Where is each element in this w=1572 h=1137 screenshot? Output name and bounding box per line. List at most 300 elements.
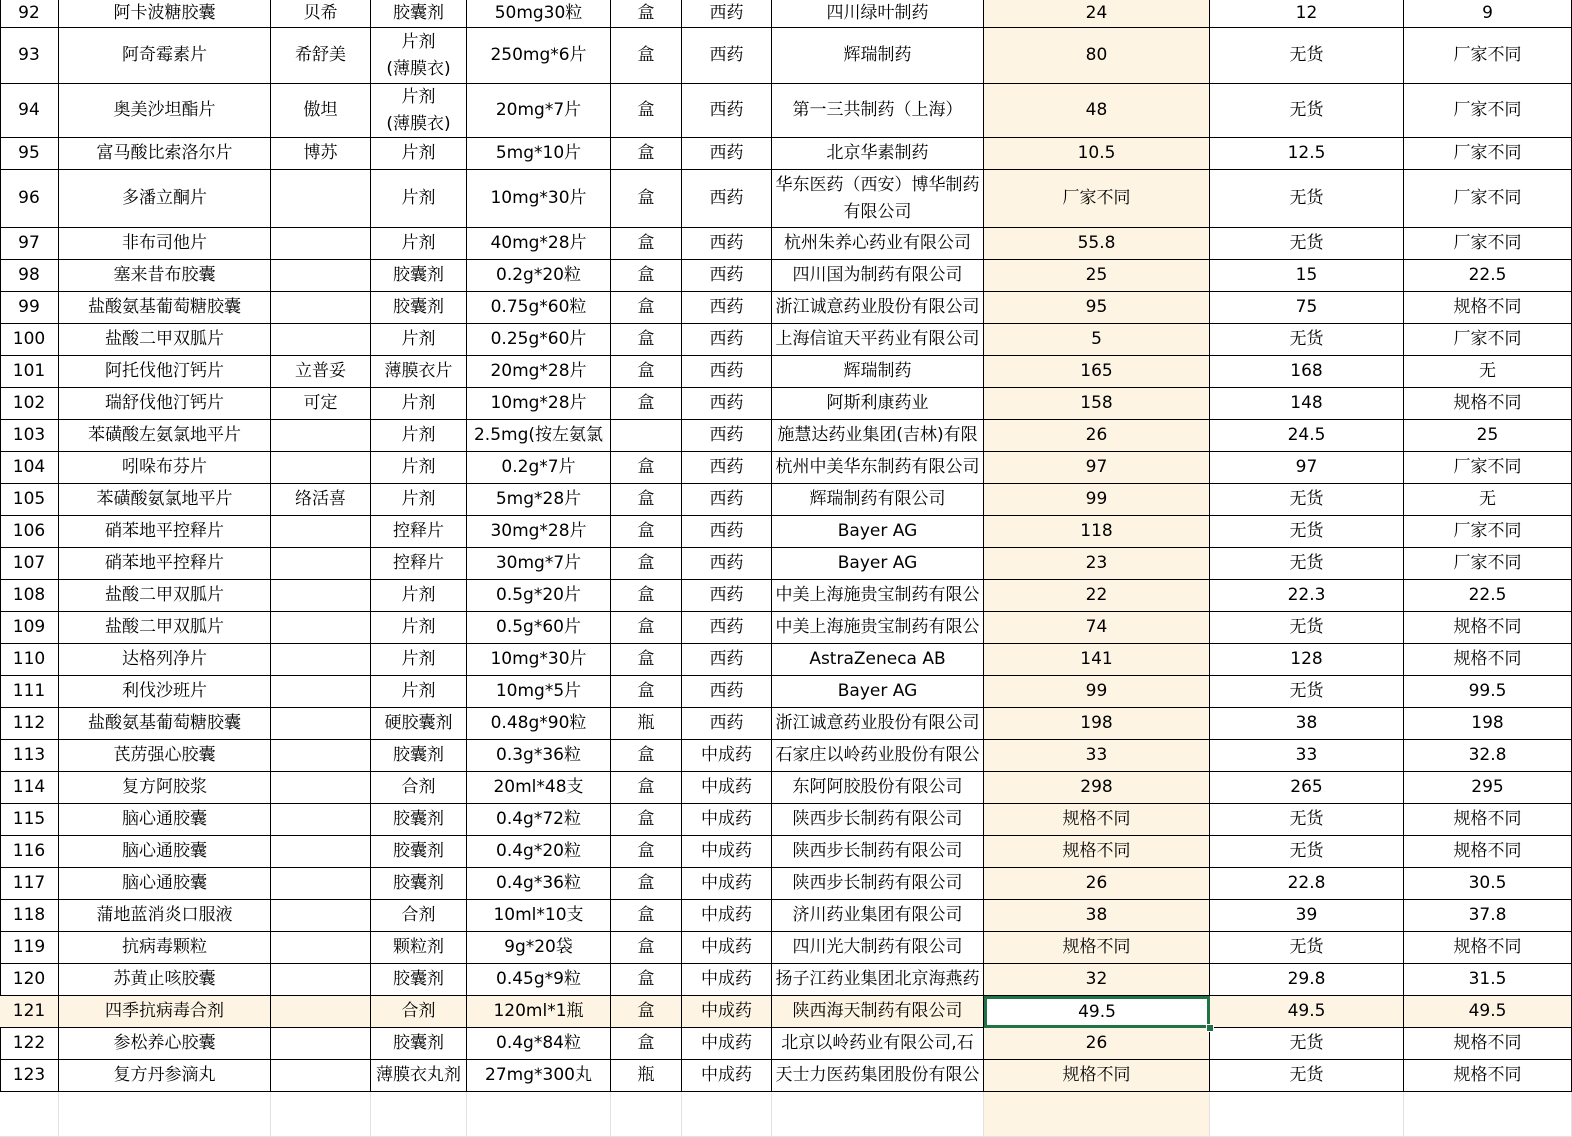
spec-cell[interactable]: 0.5g*20片 [467,580,611,612]
manufacturer-cell[interactable]: 陕西步长制药有限公司 [772,804,984,836]
unit-cell[interactable]: 盒 [611,868,682,900]
compare-price-2-cell[interactable]: 99.5 [1404,676,1572,708]
row-number-cell[interactable]: 112 [0,708,59,740]
brand-name-cell[interactable] [271,324,371,356]
drug-name-cell[interactable]: 四季抗病毒合剂 [59,996,271,1028]
unit-cell[interactable]: 盒 [611,516,682,548]
category-cell[interactable]: 西药 [682,138,772,170]
compare-price-1-cell[interactable]: 24.5 [1210,420,1404,452]
price-cell[interactable]: 99 [984,676,1210,708]
compare-price-1-cell[interactable]: 22.8 [1210,868,1404,900]
unit-cell[interactable]: 盒 [611,772,682,804]
price-cell[interactable]: 118 [984,516,1210,548]
drug-name-cell[interactable]: 盐酸二甲双胍片 [59,324,271,356]
compare-price-2-cell[interactable]: 32.8 [1404,740,1572,772]
brand-name-cell[interactable] [271,228,371,260]
row-number-cell[interactable]: 106 [0,516,59,548]
price-cell[interactable]: 10.5 [984,138,1210,170]
empty-cell[interactable] [59,1092,271,1137]
compare-price-2-cell[interactable]: 规格不同 [1404,388,1572,420]
category-cell[interactable]: 西药 [682,484,772,516]
drug-name-cell[interactable]: 瑞舒伐他汀钙片 [59,388,271,420]
manufacturer-cell[interactable]: 济川药业集团有限公司 [772,900,984,932]
spec-cell[interactable]: 10ml*10支 [467,900,611,932]
drug-name-cell[interactable]: 参松养心胶囊 [59,1028,271,1060]
row-number-cell[interactable]: 115 [0,804,59,836]
price-cell[interactable]: 26 [984,1028,1210,1060]
compare-price-1-cell[interactable]: 75 [1210,292,1404,324]
unit-cell[interactable]: 盒 [611,548,682,580]
unit-cell[interactable]: 盒 [611,260,682,292]
category-cell[interactable]: 中成药 [682,964,772,996]
category-cell[interactable]: 西药 [682,676,772,708]
dosage-form-cell[interactable]: 片剂 [371,452,467,484]
brand-name-cell[interactable] [271,516,371,548]
unit-cell[interactable]: 盒 [611,740,682,772]
category-cell[interactable]: 西药 [682,612,772,644]
unit-cell[interactable]: 盒 [611,452,682,484]
spec-cell[interactable]: 9g*20袋 [467,932,611,964]
compare-price-1-cell[interactable]: 97 [1210,452,1404,484]
spec-cell[interactable]: 0.75g*60粒 [467,292,611,324]
brand-name-cell[interactable] [271,612,371,644]
row-number-cell[interactable]: 94 [0,84,59,138]
brand-name-cell[interactable] [271,708,371,740]
compare-price-1-cell[interactable]: 29.8 [1210,964,1404,996]
drug-name-cell[interactable]: 盐酸二甲双胍片 [59,580,271,612]
category-cell[interactable]: 西药 [682,292,772,324]
compare-price-1-cell[interactable]: 无货 [1210,548,1404,580]
unit-cell[interactable]: 盒 [611,138,682,170]
drug-name-cell[interactable]: 苏黄止咳胶囊 [59,964,271,996]
drug-name-cell[interactable]: 苯磺酸左氨氯地平片 [59,420,271,452]
row-number-cell[interactable]: 111 [0,676,59,708]
compare-price-2-cell[interactable]: 规格不同 [1404,292,1572,324]
price-cell[interactable]: 24 [984,0,1210,28]
dosage-form-cell[interactable]: 片剂 [371,138,467,170]
manufacturer-cell[interactable]: 石家庄以岭药业股份有限公 [772,740,984,772]
unit-cell[interactable]: 盒 [611,484,682,516]
spec-cell[interactable]: 20mg*7片 [467,84,611,138]
drug-name-cell[interactable]: 苯磺酸氨氯地平片 [59,484,271,516]
compare-price-2-cell[interactable]: 无 [1404,356,1572,388]
brand-name-cell[interactable] [271,804,371,836]
compare-price-1-cell[interactable]: 22.3 [1210,580,1404,612]
price-cell[interactable]: 38 [984,900,1210,932]
empty-cell[interactable] [772,1092,984,1137]
row-number-cell[interactable]: 120 [0,964,59,996]
unit-cell[interactable]: 盒 [611,804,682,836]
spec-cell[interactable]: 20mg*28片 [467,356,611,388]
drug-name-cell[interactable]: 阿托伐他汀钙片 [59,356,271,388]
dosage-form-cell[interactable]: 薄膜衣丸剂 [371,1060,467,1092]
compare-price-2-cell[interactable]: 规格不同 [1404,1028,1572,1060]
price-cell[interactable]: 298 [984,772,1210,804]
spec-cell[interactable]: 0.45g*9粒 [467,964,611,996]
price-cell[interactable]: 5 [984,324,1210,356]
compare-price-2-cell[interactable]: 295 [1404,772,1572,804]
row-number-cell[interactable]: 121 [0,996,59,1028]
dosage-form-cell[interactable]: 胶囊剂 [371,292,467,324]
compare-price-2-cell[interactable]: 厂家不同 [1404,548,1572,580]
dosage-form-cell[interactable]: 片剂 (薄膜衣) [371,84,467,138]
unit-cell[interactable]: 盒 [611,0,682,28]
compare-price-1-cell[interactable]: 无货 [1210,1060,1404,1092]
price-cell[interactable]: 32 [984,964,1210,996]
unit-cell[interactable]: 盒 [611,900,682,932]
unit-cell[interactable]: 盒 [611,228,682,260]
brand-name-cell[interactable]: 博苏 [271,138,371,170]
spec-cell[interactable]: 0.2g*20粒 [467,260,611,292]
dosage-form-cell[interactable]: 胶囊剂 [371,836,467,868]
price-cell[interactable]: 99 [984,484,1210,516]
brand-name-cell[interactable]: 络活喜 [271,484,371,516]
compare-price-1-cell[interactable]: 15 [1210,260,1404,292]
spec-cell[interactable]: 0.3g*36粒 [467,740,611,772]
price-cell[interactable]: 158 [984,388,1210,420]
drug-name-cell[interactable]: 达格列净片 [59,644,271,676]
category-cell[interactable]: 中成药 [682,868,772,900]
drug-name-cell[interactable]: 脑心通胶囊 [59,868,271,900]
row-number-cell[interactable]: 96 [0,170,59,228]
drug-name-cell[interactable]: 阿奇霉素片 [59,28,271,84]
row-number-cell[interactable]: 104 [0,452,59,484]
brand-name-cell[interactable] [271,1060,371,1092]
compare-price-1-cell[interactable]: 168 [1210,356,1404,388]
compare-price-2-cell[interactable]: 厂家不同 [1404,28,1572,84]
manufacturer-cell[interactable]: 北京以岭药业有限公司,石 [772,1028,984,1060]
row-number-cell[interactable]: 97 [0,228,59,260]
dosage-form-cell[interactable]: 硬胶囊剂 [371,708,467,740]
empty-cell[interactable] [984,1092,1210,1137]
unit-cell[interactable]: 盒 [611,612,682,644]
dosage-form-cell[interactable]: 胶囊剂 [371,740,467,772]
price-cell[interactable]: 规格不同 [984,932,1210,964]
price-cell[interactable]: 规格不同 [984,1060,1210,1092]
spec-cell[interactable]: 0.5g*60片 [467,612,611,644]
dosage-form-cell[interactable]: 胶囊剂 [371,260,467,292]
manufacturer-cell[interactable]: 辉瑞制药 [772,356,984,388]
row-number-cell[interactable]: 103 [0,420,59,452]
brand-name-cell[interactable]: 可定 [271,388,371,420]
empty-cell[interactable] [371,1092,467,1137]
compare-price-1-cell[interactable]: 无货 [1210,28,1404,84]
compare-price-2-cell[interactable]: 规格不同 [1404,804,1572,836]
category-cell[interactable]: 中成药 [682,772,772,804]
compare-price-2-cell[interactable]: 无 [1404,484,1572,516]
price-cell[interactable]: 55.8 [984,228,1210,260]
compare-price-2-cell[interactable]: 厂家不同 [1404,170,1572,228]
compare-price-2-cell[interactable]: 49.5 [1404,996,1572,1028]
spec-cell[interactable]: 0.25g*60片 [467,324,611,356]
row-number-cell[interactable]: 117 [0,868,59,900]
row-number-cell[interactable]: 109 [0,612,59,644]
category-cell[interactable]: 西药 [682,516,772,548]
dosage-form-cell[interactable]: 胶囊剂 [371,868,467,900]
compare-price-2-cell[interactable]: 厂家不同 [1404,516,1572,548]
spec-cell[interactable]: 120ml*1瓶 [467,996,611,1028]
drug-name-cell[interactable]: 蒲地蓝消炎口服液 [59,900,271,932]
manufacturer-cell[interactable]: Bayer AG [772,676,984,708]
dosage-form-cell[interactable]: 片剂 [371,388,467,420]
compare-price-1-cell[interactable]: 无货 [1210,228,1404,260]
category-cell[interactable]: 西药 [682,260,772,292]
manufacturer-cell[interactable]: 第一三共制药（上海） [772,84,984,138]
dosage-form-cell[interactable]: 胶囊剂 [371,964,467,996]
manufacturer-cell[interactable]: 阿斯利康药业 [772,388,984,420]
drug-name-cell[interactable]: 硝苯地平控释片 [59,548,271,580]
unit-cell[interactable] [611,420,682,452]
compare-price-2-cell[interactable]: 25 [1404,420,1572,452]
category-cell[interactable]: 西药 [682,84,772,138]
spec-cell[interactable]: 0.4g*20粒 [467,836,611,868]
brand-name-cell[interactable] [271,580,371,612]
row-number-cell[interactable]: 107 [0,548,59,580]
manufacturer-cell[interactable]: AstraZeneca AB [772,644,984,676]
compare-price-1-cell[interactable]: 无货 [1210,324,1404,356]
compare-price-2-cell[interactable]: 31.5 [1404,964,1572,996]
compare-price-1-cell[interactable]: 49.5 [1210,996,1404,1028]
price-cell[interactable]: 25 [984,260,1210,292]
compare-price-1-cell[interactable]: 无货 [1210,932,1404,964]
category-cell[interactable]: 西药 [682,170,772,228]
dosage-form-cell[interactable]: 控释片 [371,548,467,580]
dosage-form-cell[interactable]: 片剂 [371,484,467,516]
unit-cell[interactable]: 盒 [611,84,682,138]
spec-cell[interactable]: 5mg*10片 [467,138,611,170]
row-number-cell[interactable]: 100 [0,324,59,356]
drug-name-cell[interactable]: 富马酸比索洛尔片 [59,138,271,170]
spec-cell[interactable]: 5mg*28片 [467,484,611,516]
manufacturer-cell[interactable]: 天士力医药集团股份有限公 [772,1060,984,1092]
spec-cell[interactable]: 20ml*48支 [467,772,611,804]
empty-cell[interactable] [682,1092,772,1137]
dosage-form-cell[interactable]: 薄膜衣片 [371,356,467,388]
row-number-cell[interactable]: 113 [0,740,59,772]
brand-name-cell[interactable] [271,740,371,772]
dosage-form-cell[interactable]: 片剂 [371,676,467,708]
price-cell[interactable]: 规格不同 [984,804,1210,836]
brand-name-cell[interactable] [271,868,371,900]
drug-name-cell[interactable]: 脑心通胶囊 [59,804,271,836]
category-cell[interactable]: 西药 [682,708,772,740]
drug-name-cell[interactable]: 奥美沙坦酯片 [59,84,271,138]
manufacturer-cell[interactable]: 施慧达药业集团(吉林)有限 [772,420,984,452]
category-cell[interactable]: 西药 [682,580,772,612]
drug-name-cell[interactable]: 塞来昔布胶囊 [59,260,271,292]
spec-cell[interactable]: 2.5mg(按左氨氯 [467,420,611,452]
unit-cell[interactable]: 盒 [611,932,682,964]
row-number-cell[interactable]: 118 [0,900,59,932]
row-number-cell[interactable]: 123 [0,1060,59,1092]
manufacturer-cell[interactable]: 上海信谊天平药业有限公司 [772,324,984,356]
compare-price-1-cell[interactable]: 无货 [1210,84,1404,138]
price-cell[interactable]: 74 [984,612,1210,644]
compare-price-1-cell[interactable]: 无货 [1210,484,1404,516]
spec-cell[interactable]: 10mg*30片 [467,644,611,676]
unit-cell[interactable]: 瓶 [611,708,682,740]
compare-price-1-cell[interactable]: 无货 [1210,170,1404,228]
dosage-form-cell[interactable]: 胶囊剂 [371,0,467,28]
empty-cell[interactable] [1210,1092,1404,1137]
empty-cell[interactable] [271,1092,371,1137]
manufacturer-cell[interactable]: Bayer AG [772,548,984,580]
spec-cell[interactable]: 0.4g*72粒 [467,804,611,836]
drug-name-cell[interactable]: 硝苯地平控释片 [59,516,271,548]
dosage-form-cell[interactable]: 片剂 [371,580,467,612]
price-cell[interactable]: 33 [984,740,1210,772]
category-cell[interactable]: 西药 [682,0,772,28]
unit-cell[interactable]: 盒 [611,356,682,388]
row-number-cell[interactable]: 98 [0,260,59,292]
compare-price-1-cell[interactable]: 12 [1210,0,1404,28]
manufacturer-cell[interactable]: 陕西海天制药有限公司 [772,996,984,1028]
compare-price-1-cell[interactable]: 148 [1210,388,1404,420]
compare-price-1-cell[interactable]: 33 [1210,740,1404,772]
row-number-cell[interactable]: 95 [0,138,59,170]
price-cell[interactable]: 26 [984,420,1210,452]
price-cell[interactable]: 23 [984,548,1210,580]
fill-handle[interactable] [1206,1024,1214,1032]
dosage-form-cell[interactable]: 片剂 [371,170,467,228]
price-cell[interactable]: 198 [984,708,1210,740]
brand-name-cell[interactable] [271,676,371,708]
drug-name-cell[interactable]: 抗病毒颗粒 [59,932,271,964]
spec-cell[interactable]: 0.4g*84粒 [467,1028,611,1060]
spec-cell[interactable]: 27mg*300丸 [467,1060,611,1092]
price-cell[interactable]: 80 [984,28,1210,84]
spec-cell[interactable]: 30mg*7片 [467,548,611,580]
dosage-form-cell[interactable]: 片剂 [371,644,467,676]
unit-cell[interactable]: 盒 [611,580,682,612]
category-cell[interactable]: 西药 [682,548,772,580]
unit-cell[interactable]: 盒 [611,996,682,1028]
brand-name-cell[interactable] [271,420,371,452]
brand-name-cell[interactable]: 希舒美 [271,28,371,84]
spec-cell[interactable]: 10mg*30片 [467,170,611,228]
unit-cell[interactable]: 盒 [611,170,682,228]
category-cell[interactable]: 西药 [682,228,772,260]
unit-cell[interactable]: 盒 [611,28,682,84]
compare-price-2-cell[interactable]: 厂家不同 [1404,138,1572,170]
manufacturer-cell[interactable]: 陕西步长制药有限公司 [772,836,984,868]
manufacturer-cell[interactable]: 浙江诚意药业股份有限公司 [772,292,984,324]
dosage-form-cell[interactable]: 合剂 [371,900,467,932]
row-number-cell[interactable]: 99 [0,292,59,324]
manufacturer-cell[interactable]: 华东医药（西安）博华制药 有限公司 [772,170,984,228]
dosage-form-cell[interactable]: 片剂 (薄膜衣) [371,28,467,84]
empty-cell[interactable] [611,1092,682,1137]
drug-name-cell[interactable]: 阿卡波糖胶囊 [59,0,271,28]
compare-price-2-cell[interactable]: 22.5 [1404,580,1572,612]
brand-name-cell[interactable]: 立普妥 [271,356,371,388]
price-cell[interactable]: 22 [984,580,1210,612]
category-cell[interactable]: 中成药 [682,1028,772,1060]
spec-cell[interactable]: 0.48g*90粒 [467,708,611,740]
row-number-cell[interactable]: 116 [0,836,59,868]
drug-name-cell[interactable]: 盐酸氨基葡萄糖胶囊 [59,292,271,324]
compare-price-1-cell[interactable]: 无货 [1210,836,1404,868]
price-cell[interactable]: 141 [984,644,1210,676]
price-cell[interactable]: 49.5 [984,996,1210,1028]
unit-cell[interactable]: 盒 [611,644,682,676]
brand-name-cell[interactable] [271,772,371,804]
compare-price-1-cell[interactable]: 无货 [1210,1028,1404,1060]
price-cell[interactable]: 48 [984,84,1210,138]
drug-name-cell[interactable]: 芪苈强心胶囊 [59,740,271,772]
category-cell[interactable]: 中成药 [682,836,772,868]
drug-name-cell[interactable]: 多潘立酮片 [59,170,271,228]
manufacturer-cell[interactable]: 扬子江药业集团北京海燕药 [772,964,984,996]
unit-cell[interactable]: 盒 [611,1028,682,1060]
dosage-form-cell[interactable]: 片剂 [371,228,467,260]
brand-name-cell[interactable] [271,548,371,580]
price-cell[interactable]: 26 [984,868,1210,900]
spec-cell[interactable]: 250mg*6片 [467,28,611,84]
manufacturer-cell[interactable]: 浙江诚意药业股份有限公司 [772,708,984,740]
row-number-cell[interactable]: 92 [0,0,59,28]
spec-cell[interactable]: 50mg30粒 [467,0,611,28]
price-cell[interactable]: 165 [984,356,1210,388]
category-cell[interactable]: 中成药 [682,804,772,836]
compare-price-1-cell[interactable]: 无货 [1210,804,1404,836]
compare-price-2-cell[interactable]: 厂家不同 [1404,228,1572,260]
compare-price-2-cell[interactable]: 30.5 [1404,868,1572,900]
category-cell[interactable]: 中成药 [682,932,772,964]
compare-price-2-cell[interactable]: 规格不同 [1404,1060,1572,1092]
price-cell[interactable]: 95 [984,292,1210,324]
spec-cell[interactable]: 30mg*28片 [467,516,611,548]
brand-name-cell[interactable] [271,996,371,1028]
category-cell[interactable]: 中成药 [682,900,772,932]
manufacturer-cell[interactable]: 辉瑞制药 [772,28,984,84]
drug-name-cell[interactable]: 复方阿胶浆 [59,772,271,804]
brand-name-cell[interactable] [271,964,371,996]
manufacturer-cell[interactable]: 北京华素制药 [772,138,984,170]
brand-name-cell[interactable]: 贝希 [271,0,371,28]
manufacturer-cell[interactable]: 陕西步长制药有限公司 [772,868,984,900]
row-number-cell[interactable]: 110 [0,644,59,676]
drug-name-cell[interactable]: 盐酸氨基葡萄糖胶囊 [59,708,271,740]
compare-price-1-cell[interactable]: 38 [1210,708,1404,740]
unit-cell[interactable]: 瓶 [611,1060,682,1092]
unit-cell[interactable]: 盒 [611,292,682,324]
spec-cell[interactable]: 10mg*28片 [467,388,611,420]
category-cell[interactable]: 中成药 [682,1060,772,1092]
spec-cell[interactable]: 0.2g*7片 [467,452,611,484]
category-cell[interactable]: 西药 [682,324,772,356]
brand-name-cell[interactable] [271,292,371,324]
spec-cell[interactable]: 0.4g*36粒 [467,868,611,900]
row-number-cell[interactable]: 108 [0,580,59,612]
compare-price-2-cell[interactable]: 9 [1404,0,1572,28]
brand-name-cell[interactable] [271,452,371,484]
row-number-cell[interactable]: 119 [0,932,59,964]
compare-price-2-cell[interactable]: 厂家不同 [1404,84,1572,138]
compare-price-1-cell[interactable]: 无货 [1210,676,1404,708]
compare-price-1-cell[interactable]: 39 [1210,900,1404,932]
manufacturer-cell[interactable]: 中美上海施贵宝制药有限公 [772,612,984,644]
manufacturer-cell[interactable]: 中美上海施贵宝制药有限公 [772,580,984,612]
compare-price-2-cell[interactable]: 37.8 [1404,900,1572,932]
compare-price-1-cell[interactable]: 128 [1210,644,1404,676]
price-cell[interactable]: 97 [984,452,1210,484]
spec-cell[interactable]: 10mg*5片 [467,676,611,708]
manufacturer-cell[interactable]: 东阿阿胶股份有限公司 [772,772,984,804]
category-cell[interactable]: 西药 [682,388,772,420]
dosage-form-cell[interactable]: 控释片 [371,516,467,548]
drug-name-cell[interactable]: 盐酸二甲双胍片 [59,612,271,644]
